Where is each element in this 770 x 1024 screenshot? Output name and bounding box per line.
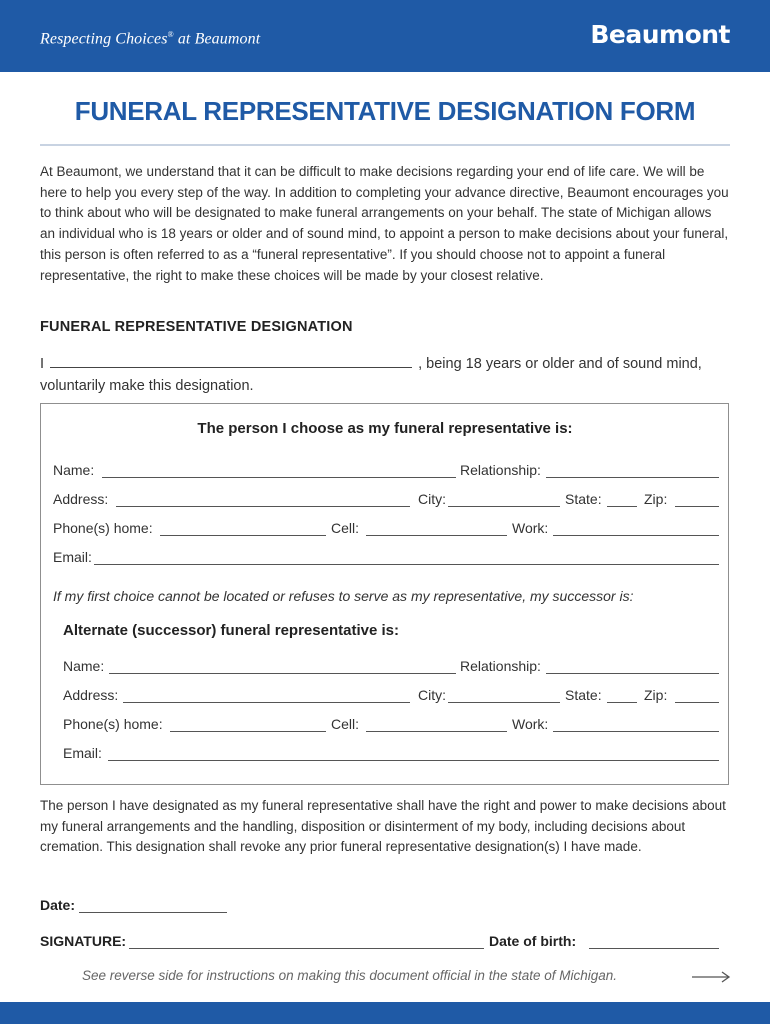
primary-city-field[interactable]: [448, 506, 560, 507]
address-label: Address:: [53, 491, 109, 507]
date-field[interactable]: [79, 912, 227, 913]
primary-name-field[interactable]: [102, 477, 456, 478]
primary-email-field[interactable]: [94, 564, 719, 565]
footer-note: See reverse side for instructions on making this document official in the state of Michigan.: [82, 968, 618, 983]
alternate-heading: Alternate (successor) funeral representative is:: [63, 622, 399, 639]
alternate-work-field[interactable]: [553, 731, 719, 732]
successor-note: If my first choice cannot be located or refuses to serve as my representative, my successor is:: [53, 588, 634, 604]
cell-label: Cell:: [331, 520, 360, 536]
alternate-relationship-field[interactable]: [546, 673, 719, 674]
beaumont-logo: Beaumont: [590, 20, 730, 49]
footer-bar: [0, 1002, 770, 1024]
primary-state-field[interactable]: [607, 506, 637, 507]
primary-relationship-field[interactable]: [546, 477, 719, 478]
designation-suffix: , being 18 years or older and of sound mind,: [418, 356, 702, 372]
alt-name-label: Name:: [63, 658, 105, 674]
primary-work-field[interactable]: [553, 535, 719, 536]
alt-state-label: State:: [565, 687, 602, 703]
alternate-phone-field[interactable]: [170, 731, 326, 732]
alternate-email-field[interactable]: [108, 760, 719, 761]
work-label: Work:: [512, 520, 549, 536]
alt-city-label: City:: [418, 687, 446, 703]
zip-label: Zip:: [644, 491, 668, 507]
alt-phone-label: Phone(s) home:: [63, 716, 163, 732]
primary-zip-field[interactable]: [675, 506, 719, 507]
alt-work-label: Work:: [512, 716, 549, 732]
phone-label: Phone(s) home:: [53, 520, 153, 536]
email-label: Email:: [53, 549, 92, 565]
primary-heading: The person I choose as my funeral representative is:: [197, 420, 573, 437]
tagline-text: Respecting Choices: [40, 30, 168, 48]
form-title: FUNERAL REPRESENTATIVE DESIGNATION FORM: [74, 96, 696, 126]
header-bar: [0, 0, 770, 72]
designation-line2: voluntarily make this designation.: [40, 378, 254, 394]
city-label: City:: [418, 491, 446, 507]
section-heading: FUNERAL REPRESENTATIVE DESIGNATION: [40, 319, 353, 335]
alternate-cell-field[interactable]: [366, 731, 507, 732]
alternate-zip-field[interactable]: [675, 702, 719, 703]
designation-statement: [40, 353, 730, 397]
closing-paragraph: The person I have designated as my funeral representative shall have the right and power to make decisions about my funeral arrangements and the handling, disposition or disinterment of my body, including decisions about cremation. This designation shall revoke any prior funeral representative designation(s) I have made.: [40, 798, 726, 855]
date-label: Date:: [40, 897, 76, 913]
primary-cell-field[interactable]: [366, 535, 507, 536]
signature-label: SIGNATURE:: [40, 933, 127, 949]
alt-zip-label: Zip:: [644, 687, 668, 703]
alt-cell-label: Cell:: [331, 716, 360, 732]
title-divider: [40, 144, 730, 146]
alternate-address-field[interactable]: [123, 702, 410, 703]
dob-field[interactable]: [589, 948, 719, 949]
primary-phone-field[interactable]: [160, 535, 326, 536]
alt-address-label: Address:: [63, 687, 119, 703]
tagline: [40, 30, 260, 48]
name-label: Name:: [53, 462, 95, 478]
alt-email-label: Email:: [63, 745, 102, 761]
alternate-name-field[interactable]: [109, 673, 456, 674]
alternate-state-field[interactable]: [607, 702, 637, 703]
alt-relationship-label: Relationship:: [460, 658, 541, 674]
intro-paragraph: At Beaumont, we understand that it can be difficult to make decisions regarding your end of life care. We will be here to help you every step of the way. In addition to completing your advance directive, Beaumont encourages you to think about who will be designated to make funeral arrangements on your behalf. The state of Michigan allows an individual who is 18 years or older and of sound mind, to appoint a person to make decisions about your funeral, this person is often referred to as a “funeral representative”. If you should choose not to appoint a funeral representative, the right to make these choices will be made by your closest relative.: [40, 164, 729, 283]
signature-field[interactable]: [129, 948, 484, 949]
alternate-city-field[interactable]: [448, 702, 560, 703]
relationship-label: Relationship:: [460, 462, 541, 478]
dob-label: Date of birth:: [489, 933, 577, 949]
arrow-right-icon: [692, 970, 732, 984]
registered-mark: ®: [167, 30, 174, 39]
tagline-suffix: at Beaumont: [173, 30, 261, 48]
primary-address-field[interactable]: [116, 506, 410, 507]
declarant-name-field[interactable]: [50, 367, 412, 368]
state-label: State:: [565, 491, 602, 507]
designation-prefix: I: [40, 356, 45, 372]
